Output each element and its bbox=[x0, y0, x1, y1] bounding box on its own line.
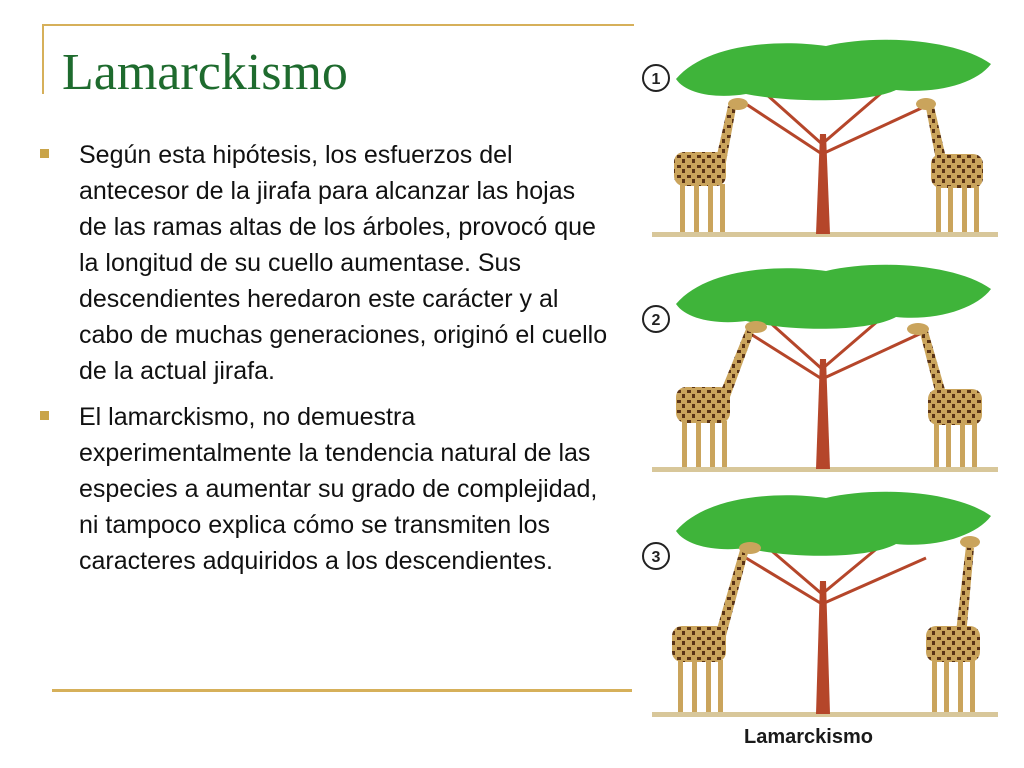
title-frame-left-line bbox=[42, 24, 44, 94]
slide-title: Lamarckismo bbox=[62, 44, 348, 101]
square-bullet-icon bbox=[40, 411, 49, 420]
illustration-panel-3 bbox=[643, 492, 998, 717]
panel-number-badge bbox=[643, 543, 669, 569]
giraffe-right bbox=[907, 323, 982, 467]
title-frame-top-line bbox=[42, 24, 634, 26]
svg-text:3: 3 bbox=[651, 549, 661, 566]
illustration-panel-1 bbox=[643, 40, 998, 237]
giraffe-evolution-illustration bbox=[636, 24, 1012, 752]
bullet-list bbox=[38, 137, 608, 589]
panel-number-badge bbox=[643, 306, 669, 332]
giraffe-left bbox=[676, 321, 767, 467]
square-bullet-icon bbox=[40, 149, 49, 158]
bullet-text: El lamarckismo, no demuestra experimentalmente la tendencia natural de las especies a aumentar su grado de complejidad, ni tampoco explica cómo se transmiten los caracteres adquiridos a los descendientes. bbox=[79, 403, 598, 575]
panel-number-badge bbox=[643, 65, 669, 91]
svg-text:1: 1 bbox=[651, 71, 661, 88]
bottom-frame-line bbox=[52, 689, 632, 692]
giraffe-right bbox=[926, 536, 980, 712]
illustration-panel-2 bbox=[643, 265, 998, 472]
bullet-text: Según esta hipótesis, los esfuerzos del antecesor de la jirafa para alcanzar las hojas de las ramas altas de los árboles, provocó que la longitud de su cuello aumentase. Sus descendientes heredaron este carácter y al cabo de muchas generaciones, originó el cuello de la actual jirafa. bbox=[79, 141, 608, 385]
bullet-item bbox=[38, 137, 608, 389]
svg-text:2: 2 bbox=[651, 312, 661, 329]
bullet-item bbox=[38, 399, 608, 579]
giraffe-left bbox=[672, 542, 761, 712]
tree bbox=[676, 492, 991, 714]
giraffe-right bbox=[916, 98, 983, 232]
illustration-caption: Lamarckismo bbox=[744, 726, 873, 748]
giraffe-left bbox=[674, 98, 748, 232]
